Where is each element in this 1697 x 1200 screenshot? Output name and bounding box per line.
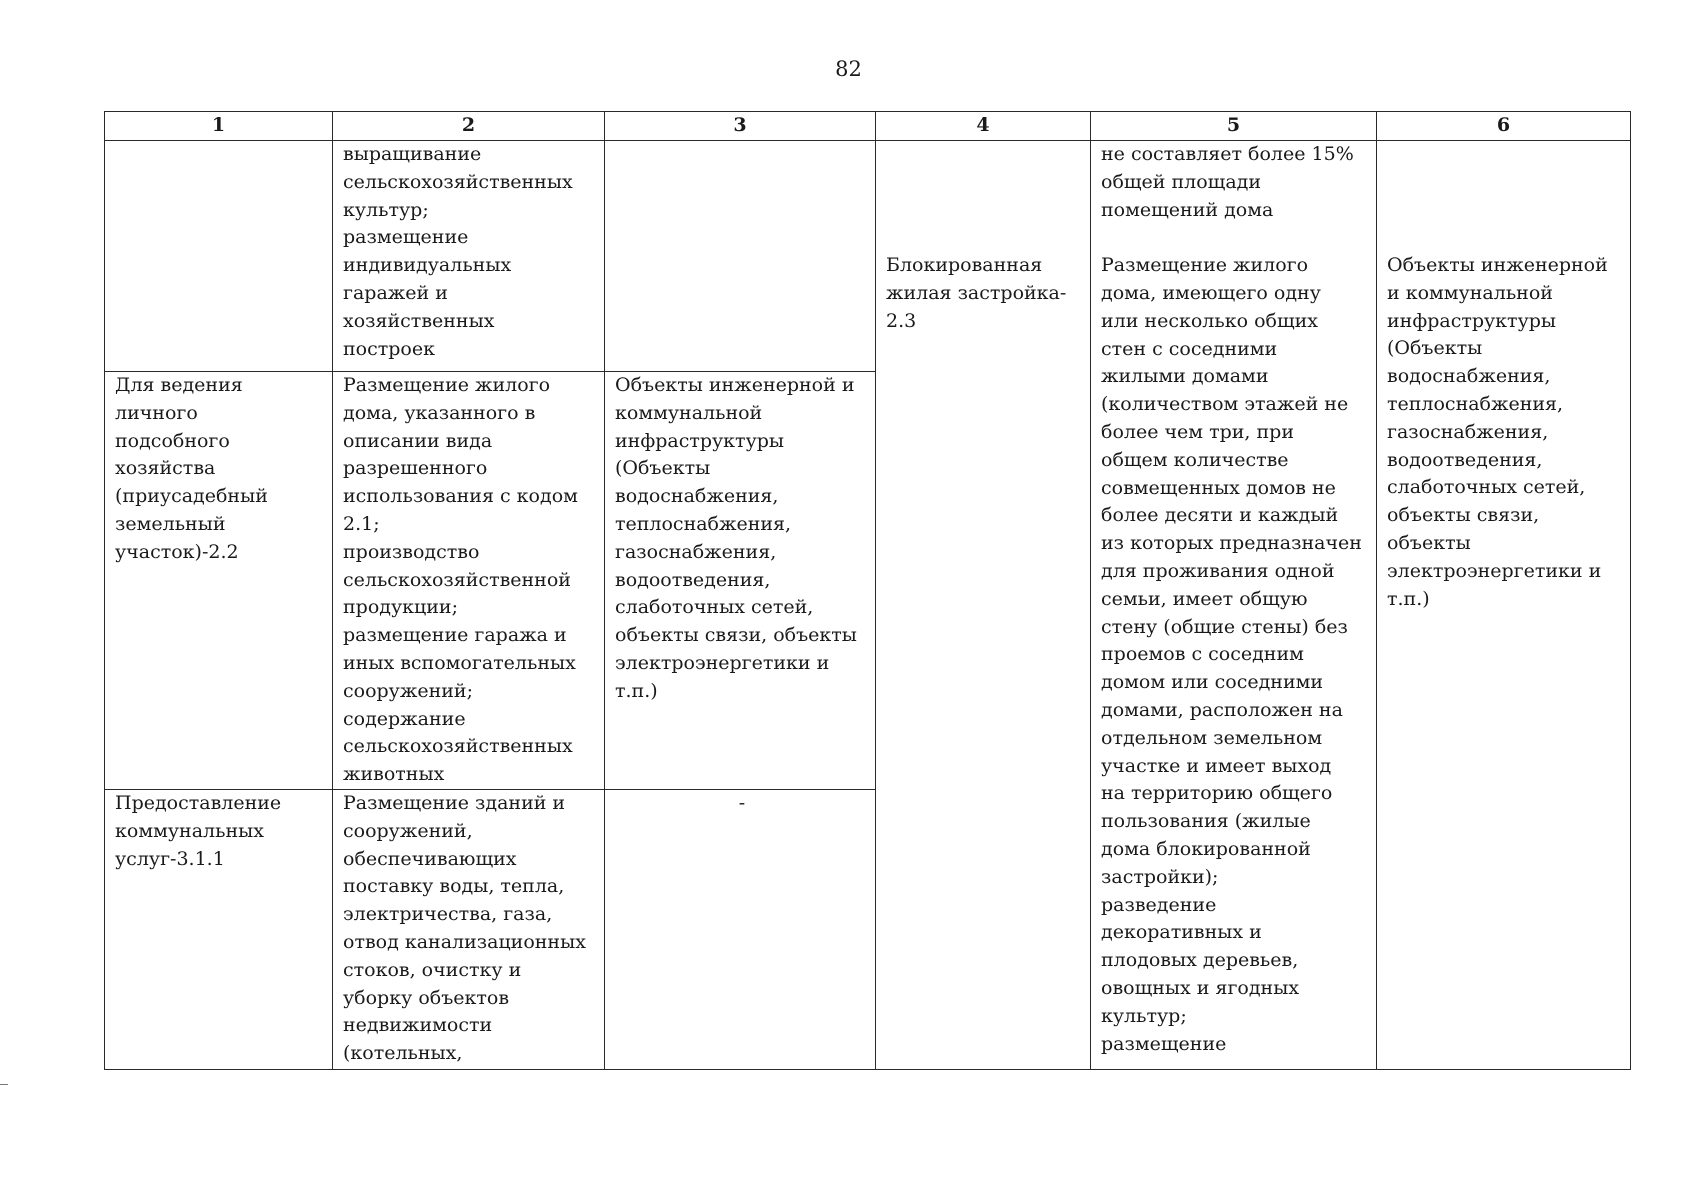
table-header-row	[105, 112, 1631, 141]
description-continuation: не составляет более 15% общей площади помещений дома	[1101, 143, 1354, 221]
cell-infrastructure	[605, 141, 876, 372]
cell-conditional-use-name	[876, 141, 1091, 1070]
cell-use-description: Размещение зданий и сооружений, обеспечивающих поставку воды, тепла, электричества, газа, отвод канализационных стоков, очистку и уборку объектов недвижимости (котельных,	[333, 790, 605, 1070]
cell-use-name: Предоставление коммунальных услуг-3.1.1	[105, 790, 333, 1070]
cell-infrastructure: Объекты инженерной и коммунальной инфраструктуры (Объекты водоснабжения, теплоснабжения, газоснабжения, водоотведения, слаботочных сетей, объекты связи, объекты электроэнергетики и т.п.)	[605, 372, 876, 790]
conditional-infrastructure-text: Объекты инженерной и коммунальной инфраструктуры (Объекты водоснабжения, теплоснабжения, газоснабжения, водоотведения, слаботочных сетей, объекты связи, объекты электроэнергетики и т.п.)	[1387, 254, 1608, 610]
column-header-3: 3	[605, 112, 876, 141]
table-row	[105, 141, 1631, 372]
column-header-4: 4	[876, 112, 1091, 141]
cell-use-name: Для ведения личного подсобного хозяйства (приусадебный земельный участок)-2.2	[105, 372, 333, 790]
cell-conditional-infrastructure	[1377, 141, 1631, 1070]
cell-conditional-use-description	[1091, 141, 1377, 1070]
cell-use-description: выращивание сельскохозяйственных культур; размещение индивидуальных гаражей и хозяйственных построек	[333, 141, 605, 372]
cell-use-description: Размещение жилого дома, указанного в описании вида разрешенного использования с кодом 2.1; производство сельскохозяйственной продукции; размещение гаража и иных вспомогательных сооружений; содержание сельскохозяйственных животных	[333, 372, 605, 790]
regulations-table	[104, 111, 1631, 1070]
column-header-2: 2	[333, 112, 605, 141]
scan-edge-mark	[0, 1084, 8, 1085]
page-number: 82	[835, 57, 862, 81]
conditional-use-name-text: Блокированная жилая застройка- 2.3	[886, 254, 1067, 332]
cell-use-name	[105, 141, 333, 372]
column-header-1: 1	[105, 112, 333, 141]
description-text: Размещение жилого дома, имеющего одну или несколько общих стен с соседними жилыми домами (количеством этажей не более чем три, при общем количестве совмещенных домов не более десяти и каждый из которых предназначен для проживания одной семьи, имеет общую стену (общие стены) без проемов с соседним домом или соседними домами, расположен на отдельном земельном участке и имеет выход на территорию общего пользования (жилые дома блокированной застройки); разведение декоративных и плодовых деревьев, овощных и ягодных культур; размещение	[1101, 254, 1362, 1055]
cell-infrastructure: -	[605, 790, 876, 1070]
column-header-6: 6	[1377, 112, 1631, 141]
column-header-5: 5	[1091, 112, 1377, 141]
